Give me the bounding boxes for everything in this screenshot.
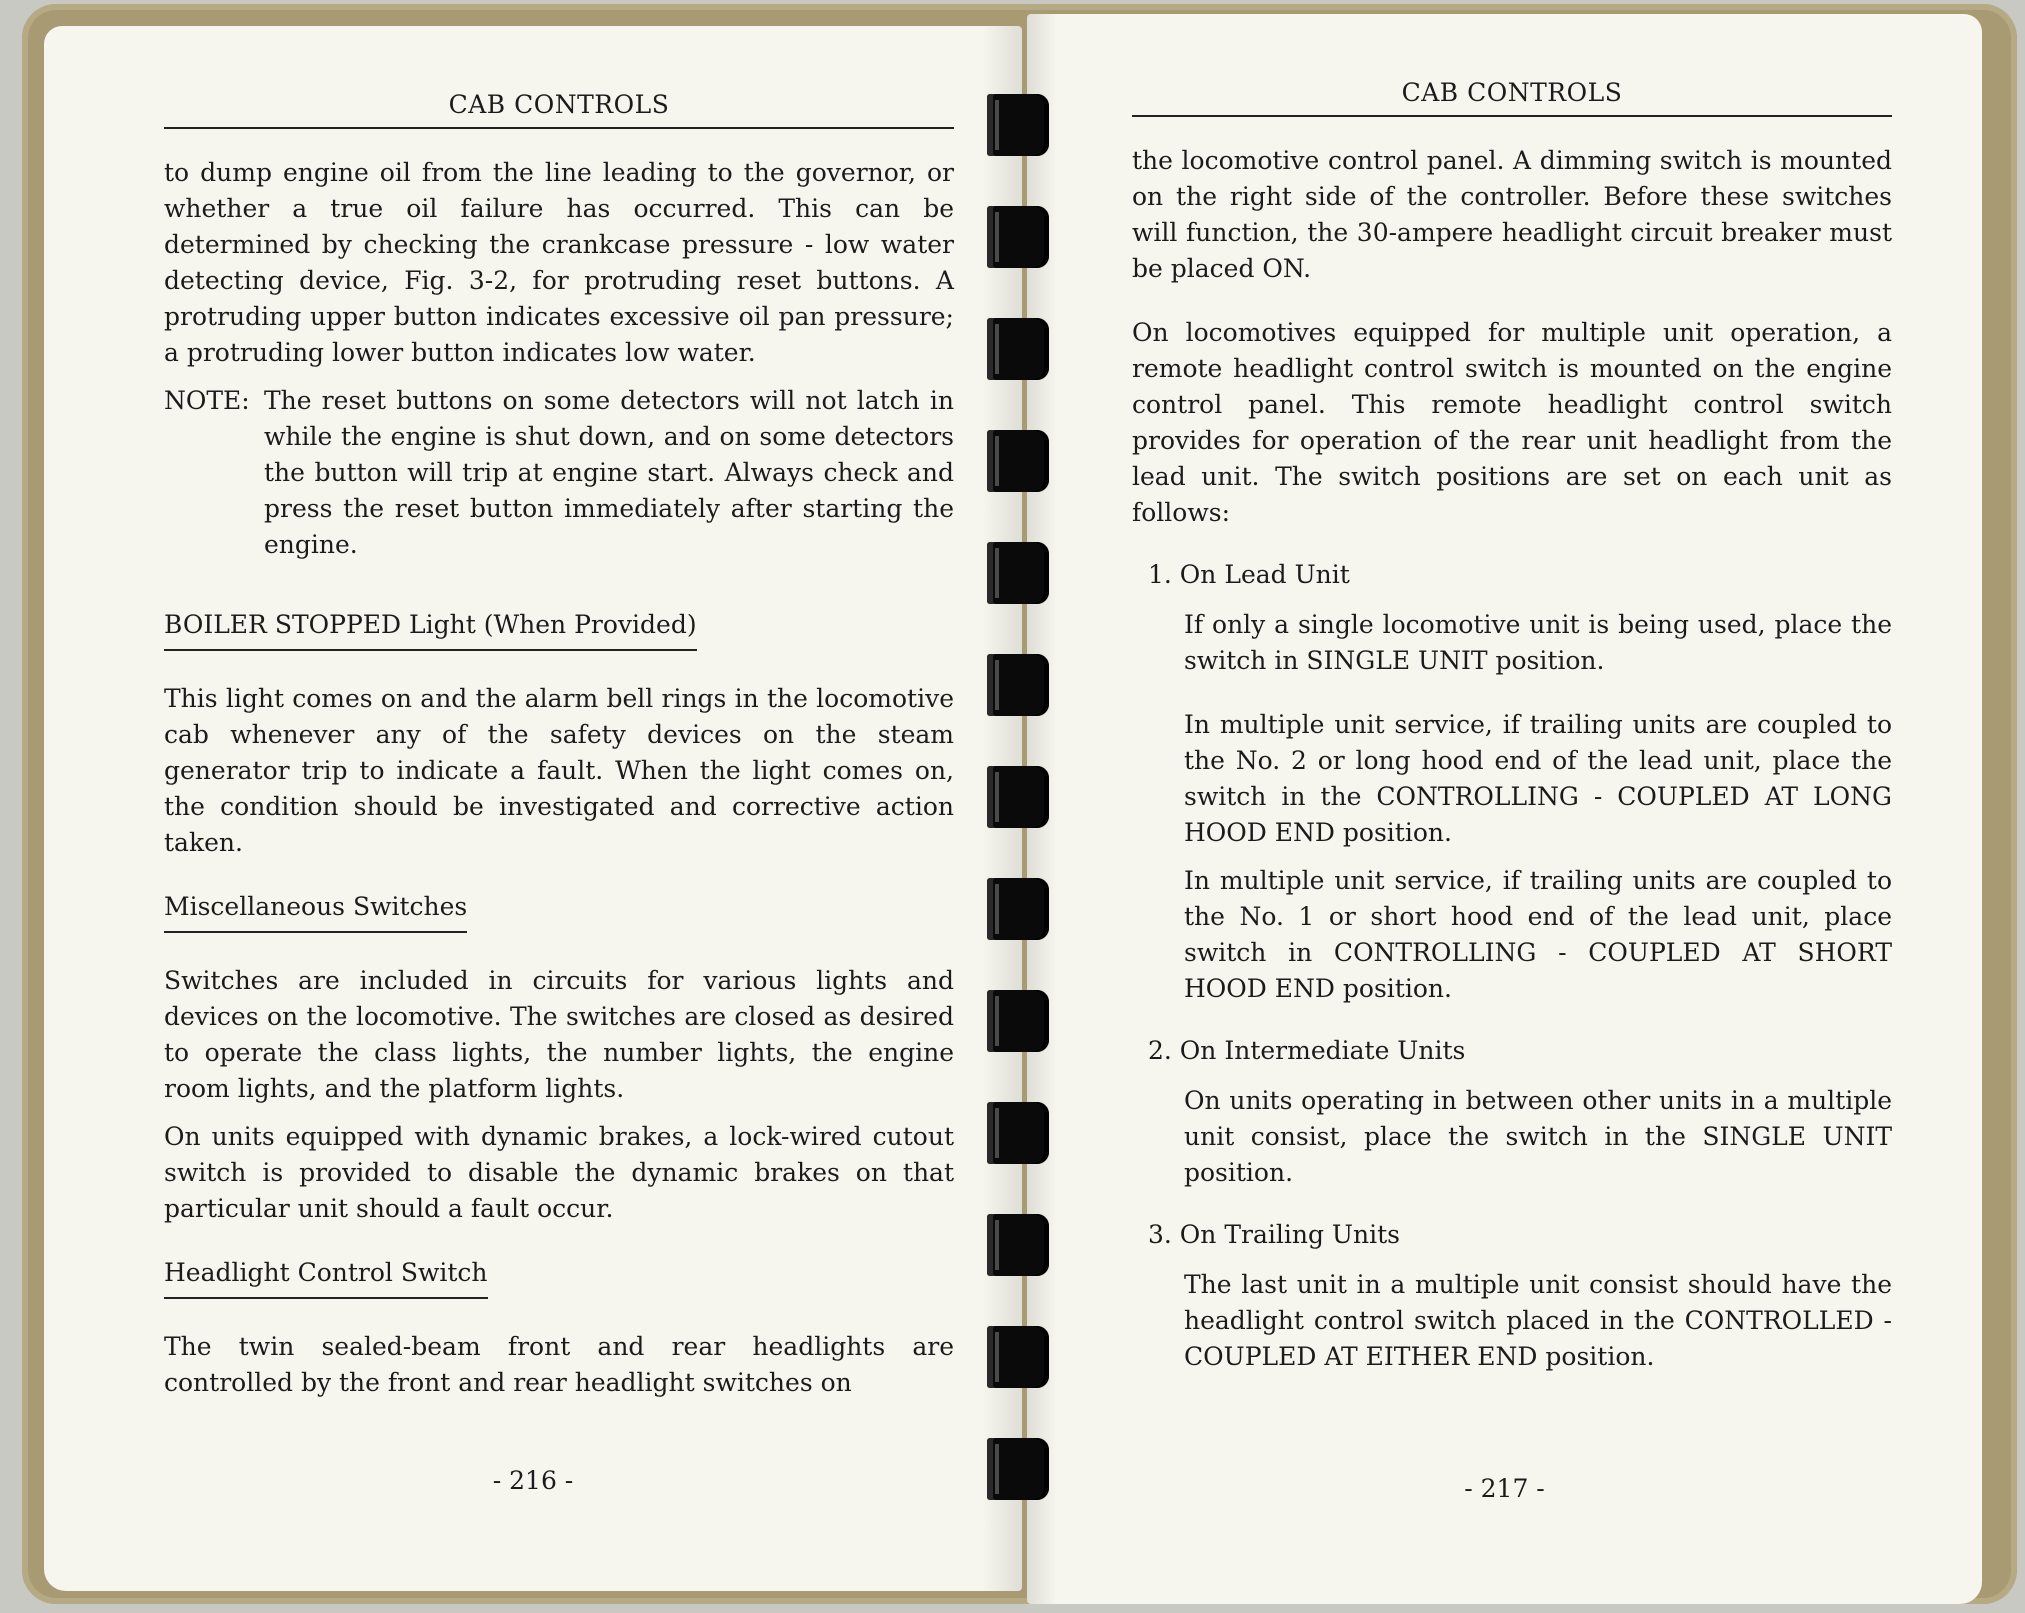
binding-ring [987,878,1049,940]
binding-ring [987,766,1049,828]
binding-ring [987,1326,1049,1388]
paragraph: Switches are included in circuits for various lights and devices on the locomotive. The switches are closed as desired to operate the class lights, the number lights, the engine room lights, and the platform lights. [164,966,954,1103]
paragraph: This light comes on and the alarm bell rings in the locomotive cab whenever any of the safety devices on the steam generator trip to indicate a fault. When the light comes on, the condition should be investigated and corrective action taken. [164,684,954,857]
list-item-title: 3. On Trailing Units [1148,1220,1400,1249]
spiral-binding [987,94,1057,1514]
paragraph: On units operating in between other units in a multiple unit consist, place the switch in the SINGLE UNIT position. [1184,1086,1892,1187]
section-title-boiler-stopped: BOILER STOPPED Light (When Provided) [164,607,697,651]
binding-ring [987,654,1049,716]
note-label: NOTE: [164,386,250,415]
binding-ring [987,206,1049,268]
paragraph: to dump engine oil from the line leading to the governor, or whether a true oil failure has occurred. This can be determined by checking the crankcase pressure - low water detecting device, Fig. 3-2, for protruding reset buttons. A protruding upper button indicates excessive oil pan pressure; a protruding lower button indicates low water. [164,158,954,367]
list-item-title: 1. On Lead Unit [1148,560,1350,589]
note-text: The reset buttons on some detectors will not latch in while the engine is shut down, and on some detectors the button will trip at engine start. Always check and press the reset button immediately after starting the engine. [264,386,954,559]
binding-ring [987,1438,1049,1500]
page-number: - 217 - [1464,1474,1545,1503]
paragraph: If only a single locomotive unit is being used, place the switch in SINGLE UNIT position. [1184,610,1892,675]
binding-ring [987,94,1049,156]
paragraph: The last unit in a multiple unit consist should have the headlight control switch placed in the CONTROLLED - COUPLED AT EITHER END position. [1184,1270,1892,1371]
paragraph: On units equipped with dynamic brakes, a lock-wired cutout switch is provided to disable the dynamic brakes on that particular unit should a fault occur. [164,1122,954,1223]
paragraph: The twin sealed-beam front and rear headlights are controlled by the front and rear headlight switches on [164,1332,954,1397]
paragraph: In multiple unit service, if trailing units are coupled to the No. 2 or long hood end of the lead unit, place the switch in the CONTROLLING - COUPLED AT LONG HOOD END position. [1184,710,1892,847]
binding-ring [987,990,1049,1052]
paragraph: In multiple unit service, if trailing units are coupled to the No. 1 or short hood end of the lead unit, place switch in CONTROLLING - COUPLED AT SHORT HOOD END position. [1184,866,1892,1003]
left-page [44,26,1022,1591]
binding-ring [987,1214,1049,1276]
paragraph: On locomotives equipped for multiple unit operation, a remote headlight control switch is mounted on the engine control panel. This remote headlight control switch provides for operation of the rear unit headlight from the lead unit. The switch positions are set on each unit as follows: [1132,318,1892,527]
left-page-content [164,90,954,1413]
spiral-bound-book [22,4,2017,1604]
note-block [164,383,954,563]
list-item-body [1184,607,1892,1007]
running-header: CAB CONTROLS [1132,78,1892,117]
binding-ring [987,318,1049,380]
paragraph: the locomotive control panel. A dimming switch is mounted on the right side of the controller. Before these switches will function, the 30-ampere headlight circuit breaker must be placed ON. [1132,146,1892,283]
binding-ring [987,430,1049,492]
section-title-headlight-control-switch: Headlight Control Switch [164,1255,488,1299]
right-page [1027,14,1982,1604]
right-page-content [1132,78,1892,1387]
list-item-title: 2. On Intermediate Units [1148,1036,1466,1065]
list-item-body [1184,1267,1892,1375]
list-item-body [1184,1083,1892,1191]
binding-ring [987,1102,1049,1164]
section-title-miscellaneous-switches: Miscellaneous Switches [164,889,467,933]
page-number: - 216 - [492,1466,574,1495]
running-header: CAB CONTROLS [164,90,954,129]
binding-ring [987,542,1049,604]
